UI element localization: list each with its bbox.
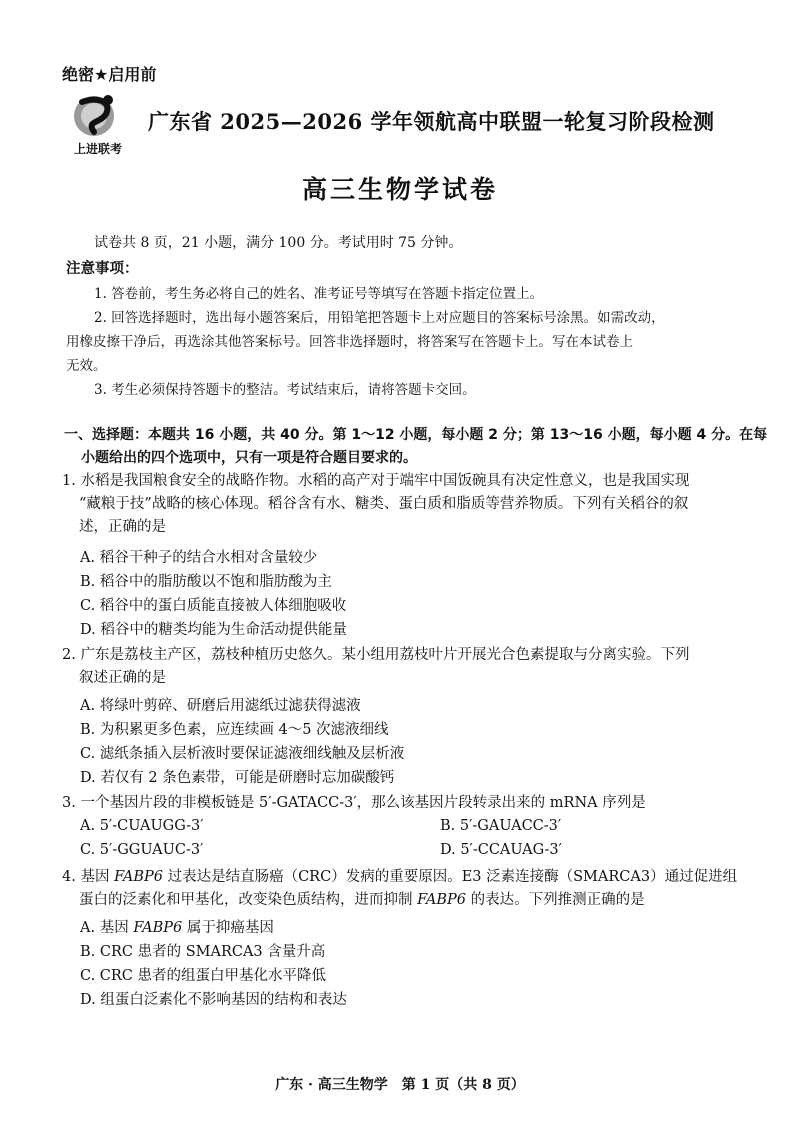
notice-item: 1. 答卷前，考生务必将自己的姓名、准考证号等填写在答题卡指定位置上。: [94, 286, 544, 302]
question-stem: 述，正确的是: [79, 519, 166, 535]
question-stem: 蛋白的泛素化和甲基化，改变染色质结构，进而抑制 FABP6 的表达。下列推测正确的是: [79, 892, 645, 908]
question-1: [62, 470, 778, 539]
option-2a: A. 将绿叶剪碎、研磨后用滤纸过滤获得滤液: [80, 698, 361, 714]
option-2b: B. 为积累更多色素，应连续画 4～5 次滤液细线: [80, 722, 389, 738]
option-1b: B. 稻谷中的脂肪酸以不饱和脂肪酸为主: [80, 574, 332, 590]
subject-title: 高三生物学试卷: [301, 175, 498, 204]
question-stem: “藏粮于技”战略的核心体现。稻谷含有水、糖类、蛋白质和脂质等营养物质。下列有关稻谷的叙: [79, 496, 689, 512]
exam-intro: 试卷共 8 页，21 小题，满分 100 分。考试用时 75 分钟。: [94, 235, 463, 251]
question-2: [62, 644, 778, 690]
option-3a: A. 5′-CUAUGG-3′: [80, 818, 204, 834]
notice-item: 用橡皮擦干净后，再选涂其他答案标号。回答非选择题时，将答案写在答题卡上。写在本试卷上: [66, 334, 633, 350]
gene-name: FABP6: [133, 920, 183, 936]
section-heading-line: 一、选择题：本题共 16 小题，共 40 分。第 1～12 小题，每小题 2 分；第 13～16 小题，每小题 4 分。在每: [64, 427, 768, 443]
question-stem: 叙述正确的是: [79, 670, 166, 686]
option-1a: A. 稻谷干种子的结合水相对含量较少: [80, 550, 318, 566]
confidential-label: 绝密★启用前: [62, 65, 157, 84]
question-4: [62, 866, 778, 912]
gene-name: FABP6: [114, 869, 163, 885]
option-4c: C. CRC 患者的组蛋白甲基化水平降低: [80, 968, 327, 984]
option-2d: D. 若仅有 2 条色素带，可能是研磨时忘加碳酸钙: [80, 770, 395, 786]
logo-text: 上进联考: [73, 142, 122, 156]
exam-header-title: 广东省 2025—2026 学年领航高中联盟一轮复习阶段检测: [148, 109, 715, 134]
question-stem: 4. 基因 FABP6 过表达是结直肠癌（CRC）发病的重要原因。E3 泛素连接酶（SMARCA3）通过促进组: [62, 869, 738, 885]
question-stem: 2. 广东是荔枝主产区，荔枝种植历史悠久。某小组用荔枝叶片开展光合色素提取与分离实验。下列: [62, 647, 690, 663]
option-4d: D. 组蛋白泛素化不影响基因的结构和表达: [80, 992, 347, 1008]
question-3: [62, 792, 778, 815]
section-heading-line: 小题给出的四个选项中，只有一项是符合题目要求的。: [81, 450, 417, 466]
section-heading: [64, 424, 776, 470]
option-4a: A. 基因 FABP6 属于抑癌基因: [80, 920, 274, 936]
notice-item: 2. 回答选择题时，选出每小题答案后，用铅笔把答题卡上对应题目的答案标号涂黑。如需改动，: [94, 310, 665, 326]
option-2c: C. 滤纸条插入层析液时要保证滤液细线触及层析液: [80, 746, 405, 762]
option-3d: D. 5′-CCAUAG-3′: [440, 842, 562, 858]
question-stem: 3. 一个基因片段的非模板链是 5′-GATACC-3′，那么该基因片段转录出来的 mRNA 序列是: [62, 795, 646, 811]
notice-item: 无效。: [66, 358, 107, 374]
page-footer: 广东 · 高三生物学 第 1 页（共 8 页）: [275, 1077, 525, 1093]
option-1c: C. 稻谷中的蛋白质能直接被人体细胞吸收: [80, 598, 347, 614]
option-3c: C. 5′-GGUAUC-3′: [80, 842, 204, 858]
option-4b: B. CRC 患者的 SMARCA3 含量升高: [80, 944, 326, 960]
option-3b: B. 5′-GAUACC-3′: [440, 818, 562, 834]
option-1d: D. 稻谷中的糖类均能为生命活动提供能量: [80, 622, 347, 638]
question-stem: 1. 水稻是我国粮食安全的战略作物。水稻的高产对于端牢中国饭碗具有决定性意义，也是我国实现: [62, 473, 690, 489]
notice-heading: 注意事项：: [66, 261, 139, 277]
gene-name: FABP6: [417, 892, 467, 908]
notice-item: 3. 考生必须保持答题卡的整洁。考试结束后，请将答题卡交回。: [94, 382, 476, 398]
